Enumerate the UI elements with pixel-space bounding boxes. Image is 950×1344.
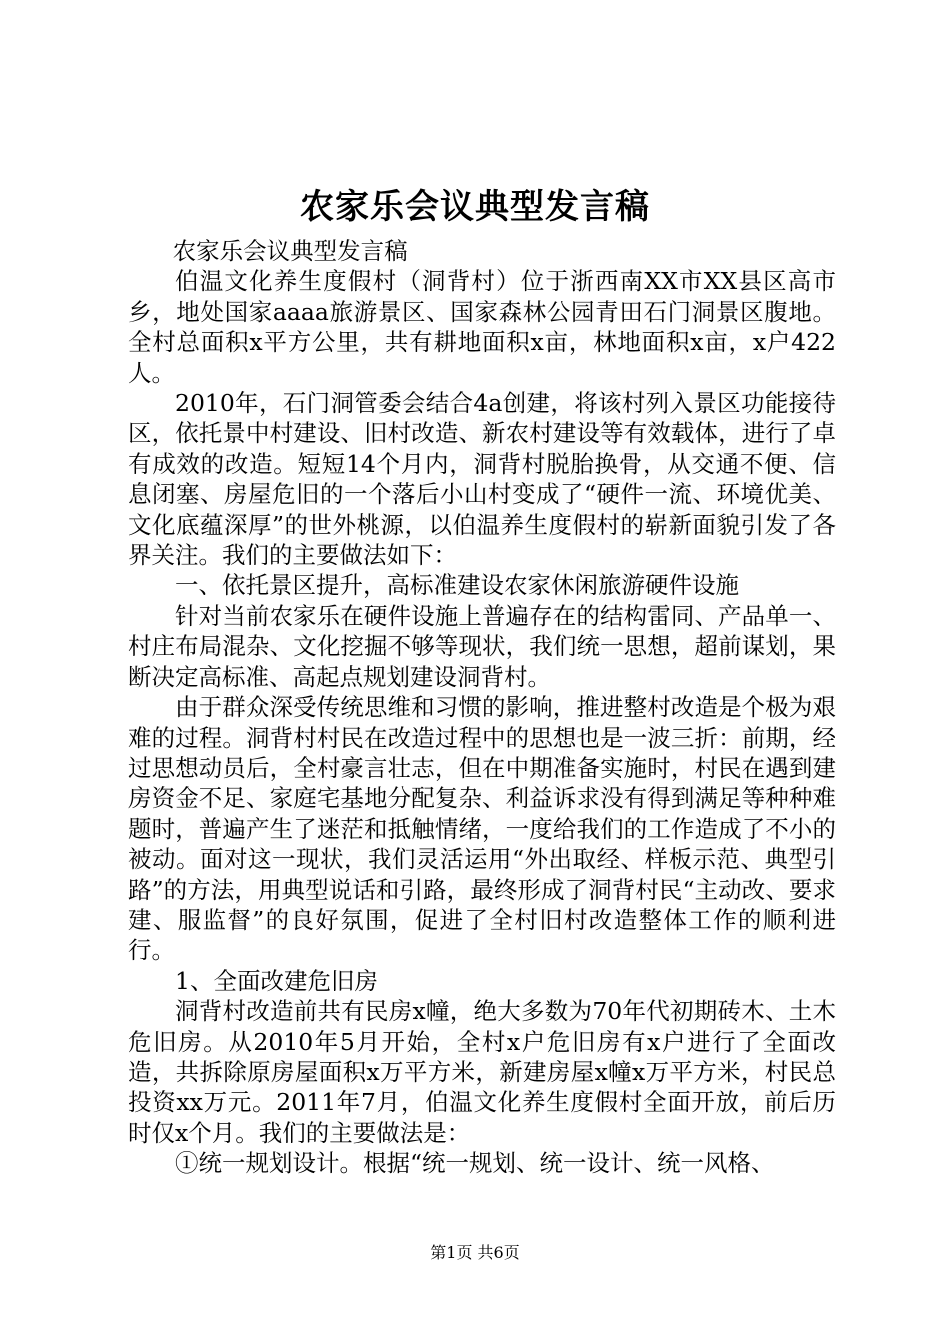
paragraph: 洞背村改造前共有民房x幢，绝大多数为70年代初期砖木、土木危旧房。从2010年5月开始，全村x户危旧房有x户进行了全面改造，共拆除原房屋面积x万平方米，新建房屋x幢x万平方米，村民总投资xx万元。2011年7月，伯温文化养生度假村全面开放，前后历时仅x个月。我们的主要做法是：	[128, 997, 836, 1147]
paragraph: 农家乐会议典型发言稿	[172, 237, 408, 265]
subsection-heading: 1、全面改建危旧房	[175, 966, 378, 995]
paragraph: 针对当前农家乐在硬件设施上普遍存在的结构雷同、产品单一、村庄布局混杂、文化挖掘不够等现状，我们统一思想，超前谋划，果断决定高标准、高起点规划建设洞背村。	[128, 601, 836, 691]
document-body	[128, 236, 836, 1179]
paragraph: ①统一规划设计。根据“统一规划、统一设计、统一风格、	[175, 1149, 775, 1178]
page-number: 第1页 共6页	[430, 1243, 520, 1262]
paragraph: 伯温文化养生度假村（洞背村）位于浙西南XX市XX县区高市乡，地处国家aaaa旅游景区、国家森林公园青田石门洞景区腹地。全村总面积x平方公里，共有耕地面积x亩，林地面积x亩，x户422人。	[128, 267, 836, 387]
paragraph: 由于群众深受传统思维和习惯的影响，推进整村改造是个极为艰难的过程。洞背村村民在改造过程中的思想也是一波三折：前期，经过思想动员后，全村豪言壮志，但在中期准备实施时，村民在遇到建房资金不足、家庭宅基地分配复杂、利益诉求没有得到满足等种种难题时，普遍产生了迷茫和抵触情绪，一度给我们的工作造成了不小的被动。面对这一现状，我们灵活运用“外出取经、样板示范、典型引路”的方法，用典型说话和引路，最终形成了洞背村民“主动改、要求建、服监督”的良好氛围，促进了全村旧村改造整体工作的顺利进行。	[128, 693, 836, 965]
paragraph: 2010年，石门洞管委会结合4a创建，将该村列入景区功能接待区，依托景中村建设、旧村改造、新农村建设等有效载体，进行了卓有成效的改造。短短14个月内，洞背村脱胎换骨，从交通不便、信息闭塞、房屋危旧的一个落后小山村变成了“硬件一流、环境优美、文化底蕴深厚”的世外桃源，以伯温养生度假村的崭新面貌引发了各界关注。我们的主要做法如下：	[128, 389, 836, 570]
section-heading: 一、依托景区提升，高标准建设农家休闲旅游硬件设施	[175, 571, 739, 600]
document-title: 农家乐会议典型发言稿	[300, 187, 650, 227]
